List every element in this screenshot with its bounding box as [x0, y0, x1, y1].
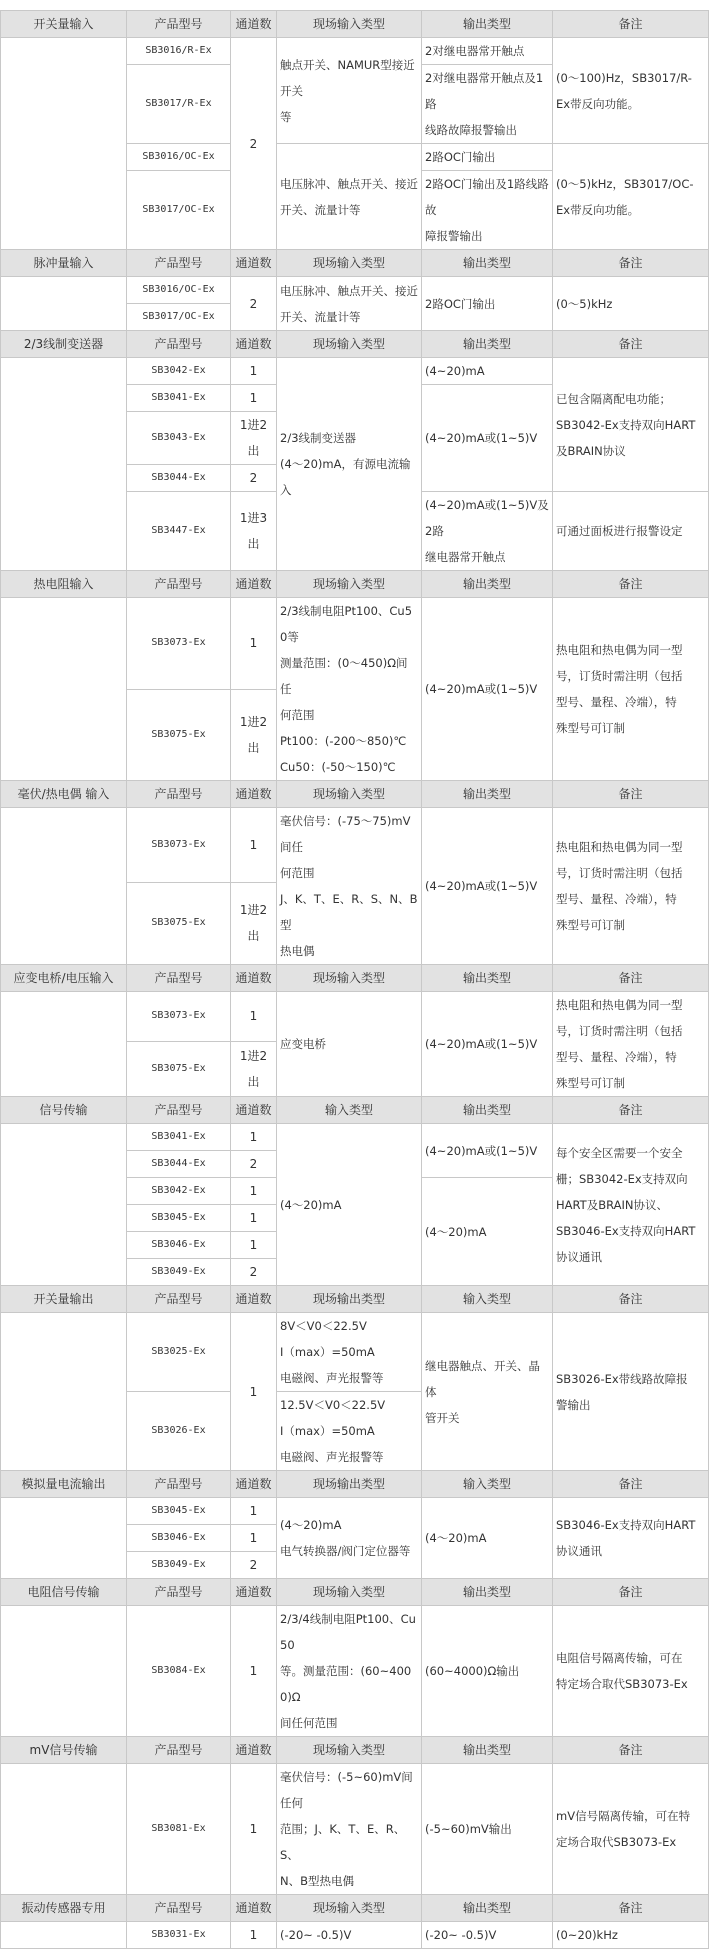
col-notes: 备注	[553, 1737, 709, 1764]
col-notes: 备注	[553, 331, 709, 358]
col-category: 毫伏/热电偶 输入	[1, 781, 127, 808]
col-channels: 通道数	[231, 11, 277, 38]
note-cell: SB3046-Ex支持双向HART 协议通讯	[553, 1498, 709, 1579]
model-cell: SB3044-Ex	[127, 1151, 231, 1178]
col-input-type: 现场输入类型	[277, 1579, 422, 1606]
note-cell: 已包含隔离配电功能； SB3042-Ex支持双向HART 及BRAIN协议	[553, 358, 709, 492]
col-model: 产品型号	[127, 1286, 231, 1313]
channel-cell: 1	[231, 1764, 277, 1895]
model-cell: SB3081-Ex	[127, 1764, 231, 1895]
col-notes: 备注	[553, 11, 709, 38]
note-cell: (0~20)kHz	[553, 1922, 709, 1949]
output-type-cell: (4~20)mA或(1~5)V	[422, 1124, 553, 1178]
col-model: 产品型号	[127, 965, 231, 992]
channel-cell: 2	[231, 277, 277, 331]
channel-cell: 2	[231, 1151, 277, 1178]
col-model: 产品型号	[127, 11, 231, 38]
col-notes: 备注	[553, 965, 709, 992]
input-type-cell: 触点开关、NAMUR型接近开关 等	[277, 38, 422, 144]
channel-cell: 1进2出	[231, 412, 277, 465]
model-cell: SB3016/OC-Ex	[127, 144, 231, 171]
col-category: 振动传感器专用	[1, 1895, 127, 1922]
channel-cell: 1	[231, 1178, 277, 1205]
channel-cell: 1进2出	[231, 882, 277, 964]
model-cell: SB3073-Ex	[127, 808, 231, 883]
input-type-cell: 2/3线制电阻Pt100、Cu50等 测量范围：(0～450)Ω间任 何范围 Pt100：(-200～850)℃ Cu50：(-50～150)℃	[277, 598, 422, 781]
col-model: 产品型号	[127, 571, 231, 598]
col-channels: 通道数	[231, 1097, 277, 1124]
model-cell: SB3025-Ex	[127, 1313, 231, 1392]
channel-cell: 1	[231, 808, 277, 883]
col-notes: 备注	[553, 1895, 709, 1922]
col-category: 模拟量电流输出	[1, 1471, 127, 1498]
section-header	[1, 965, 709, 992]
section-header	[1, 571, 709, 598]
col-category: mV信号传输	[1, 1737, 127, 1764]
table-row	[1, 277, 709, 304]
channel-cell: 1	[231, 1525, 277, 1552]
model-cell: SB3041-Ex	[127, 385, 231, 412]
section-header	[1, 11, 709, 38]
output-type-cell: (4~20)mA	[422, 358, 553, 385]
col-channels: 通道数	[231, 1579, 277, 1606]
col-input-type: 现场输入类型	[277, 11, 422, 38]
note-cell: 热电阻和热电偶为同一型 号，订货时需注明（包括 型号、量程、冷端），特 殊型号可订制	[553, 808, 709, 965]
output-type-cell: (4～20)mA	[422, 1178, 553, 1286]
col-channels: 通道数	[231, 965, 277, 992]
model-cell: SB3042-Ex	[127, 358, 231, 385]
output-type-cell: 2对继电器常开触点及1路 线路故障报警输出	[422, 65, 553, 144]
table-row	[1, 38, 709, 65]
channel-cell: 1进3出	[231, 492, 277, 571]
table-row	[1, 1764, 709, 1895]
channel-cell: 1	[231, 1313, 277, 1471]
channel-cell: 1	[231, 1606, 277, 1737]
section-header	[1, 1286, 709, 1313]
col-output-type: 输出类型	[422, 250, 553, 277]
col-output-type: 现场输出类型	[277, 1286, 422, 1313]
category-cell	[1, 1764, 127, 1895]
col-input-type: 输入类型	[422, 1286, 553, 1313]
col-category: 2/3线制变送器	[1, 331, 127, 358]
section-header	[1, 781, 709, 808]
output-type-cell: (4~20)mA或(1~5)V及2路 继电器常开触点	[422, 492, 553, 571]
col-model: 产品型号	[127, 331, 231, 358]
col-output-type: 输出类型	[422, 1737, 553, 1764]
input-type-cell: (-20~ -0.5)V	[277, 1922, 422, 1949]
col-category: 开关量输入	[1, 11, 127, 38]
output-type-cell: 2对继电器常开触点	[422, 38, 553, 65]
output-type-cell: 2路OC门输出及1路线路故 障报警输出	[422, 171, 553, 250]
category-cell	[1, 1313, 127, 1471]
col-output-type: 输出类型	[422, 331, 553, 358]
col-model: 产品型号	[127, 1097, 231, 1124]
model-cell: SB3017/OC-Ex	[127, 171, 231, 250]
col-model: 产品型号	[127, 781, 231, 808]
model-cell: SB3016/OC-Ex	[127, 277, 231, 304]
col-output-type: 输出类型	[422, 1895, 553, 1922]
section-header	[1, 1471, 709, 1498]
col-output-type: 输出类型	[422, 1579, 553, 1606]
col-channels: 通道数	[231, 1471, 277, 1498]
table-row	[1, 1498, 709, 1525]
col-model: 产品型号	[127, 250, 231, 277]
category-cell	[1, 277, 127, 331]
channel-cell: 2	[231, 38, 277, 250]
table-row	[1, 808, 709, 883]
input-type-cell: 毫伏信号：(-5~60)mV间任何 范围；J、K、T、E、R、S、 N、B型热电偶	[277, 1764, 422, 1895]
col-notes: 备注	[553, 1471, 709, 1498]
output-type-cell: (60~4000)Ω输出	[422, 1606, 553, 1737]
category-cell	[1, 598, 127, 781]
col-channels: 通道数	[231, 250, 277, 277]
input-type-cell: 电压脉冲、触点开关、接近 开关、流量计等	[277, 277, 422, 331]
note-cell: 热电阻和热电偶为同一型 号，订货时需注明（包括 型号、量程、冷端），特 殊型号可订制	[553, 598, 709, 781]
channel-cell: 1	[231, 992, 277, 1042]
model-cell: SB3016/R-Ex	[127, 38, 231, 65]
model-cell: SB3073-Ex	[127, 598, 231, 690]
section-header	[1, 1737, 709, 1764]
model-cell: SB3075-Ex	[127, 882, 231, 964]
channel-cell: 2	[231, 1259, 277, 1286]
col-channels: 通道数	[231, 1895, 277, 1922]
table-row	[1, 1124, 709, 1151]
col-notes: 备注	[553, 1579, 709, 1606]
input-type-cell: 毫伏信号：(-75～75)mV间任 何范围 J、K、T、E、R、S、N、B型 热电偶	[277, 808, 422, 965]
col-output-type: 现场输出类型	[277, 1471, 422, 1498]
section-header	[1, 250, 709, 277]
output-type-cell: 2路OC门输出	[422, 144, 553, 171]
category-cell	[1, 808, 127, 965]
col-output-type: 输出类型	[422, 781, 553, 808]
model-cell: SB3017/OC-Ex	[127, 304, 231, 331]
col-category: 信号传输	[1, 1097, 127, 1124]
model-cell: SB3046-Ex	[127, 1525, 231, 1552]
note-cell: 每个安全区需要一个安全 栅；SB3042-Ex支持双向 HART及BRAIN协议、 SB3046-Ex支持双向HART 协议通讯	[553, 1124, 709, 1286]
output-type-cell: 2路OC门输出	[422, 277, 553, 331]
input-type-cell: 继电器触点、开关、晶体 管开关	[422, 1313, 553, 1471]
note-cell: 热电阻和热电偶为同一型 号，订货时需注明（包括 型号、量程、冷端），特 殊型号可订制	[553, 992, 709, 1097]
channel-cell: 1	[231, 385, 277, 412]
col-input-type: 输入类型	[422, 1471, 553, 1498]
input-type-cell: 电压脉冲、触点开关、接近 开关、流量计等	[277, 144, 422, 250]
col-category: 应变电桥/电压输入	[1, 965, 127, 992]
note-cell: mV信号隔离传输，可在特 定场合取代SB3073-Ex	[553, 1764, 709, 1895]
category-cell	[1, 38, 127, 250]
col-input-type: 现场输入类型	[277, 250, 422, 277]
channel-cell: 1	[231, 1498, 277, 1525]
output-type-cell: (4~20)mA或(1~5)V	[422, 598, 553, 781]
col-channels: 通道数	[231, 571, 277, 598]
channel-cell: 1	[231, 598, 277, 690]
col-output-type: 输出类型	[422, 1097, 553, 1124]
input-type-cell: (4～20)mA	[422, 1498, 553, 1579]
model-cell: SB3447-Ex	[127, 492, 231, 571]
col-category: 脉冲量输入	[1, 250, 127, 277]
model-cell: SB3045-Ex	[127, 1498, 231, 1525]
field-output-cell: (4～20)mA 电气转换器/阀门定位器等	[277, 1498, 422, 1579]
note-cell: (0～5)kHz	[553, 277, 709, 331]
col-input-type: 输入类型	[277, 1097, 422, 1124]
model-cell: SB3043-Ex	[127, 412, 231, 465]
channel-cell: 2	[231, 1552, 277, 1579]
output-type-cell: (4~20)mA或(1~5)V	[422, 808, 553, 965]
section-header	[1, 1579, 709, 1606]
note-cell: (0～100)Hz，SB3017/R- Ex带反向功能。	[553, 38, 709, 144]
output-type-cell: (-5~60)mV输出	[422, 1764, 553, 1895]
col-notes: 备注	[553, 250, 709, 277]
model-cell: SB3084-Ex	[127, 1606, 231, 1737]
col-model: 产品型号	[127, 1579, 231, 1606]
model-cell: SB3031-Ex	[127, 1922, 231, 1949]
field-output-cell: 12.5V＜V0＜22.5V I（max）=50mA 电磁阀、声光报警等	[277, 1392, 422, 1471]
col-input-type: 现场输入类型	[277, 1895, 422, 1922]
output-type-cell: (-20~ -0.5)V	[422, 1922, 553, 1949]
col-notes: 备注	[553, 781, 709, 808]
col-input-type: 现场输入类型	[277, 331, 422, 358]
col-model: 产品型号	[127, 1737, 231, 1764]
category-cell	[1, 358, 127, 571]
model-cell: SB3045-Ex	[127, 1205, 231, 1232]
col-notes: 备注	[553, 571, 709, 598]
channel-cell: 1	[231, 1205, 277, 1232]
table-row	[1, 358, 709, 385]
col-input-type: 现场输入类型	[277, 571, 422, 598]
category-cell	[1, 1606, 127, 1737]
model-cell: SB3042-Ex	[127, 1178, 231, 1205]
table-row	[1, 598, 709, 690]
col-category: 电阻信号传输	[1, 1579, 127, 1606]
table-row	[1, 1922, 709, 1949]
col-channels: 通道数	[231, 1737, 277, 1764]
col-input-type: 现场输入类型	[277, 965, 422, 992]
model-cell: SB3041-Ex	[127, 1124, 231, 1151]
model-cell: SB3049-Ex	[127, 1552, 231, 1579]
col-channels: 通道数	[231, 331, 277, 358]
col-output-type: 输出类型	[422, 571, 553, 598]
table-row	[1, 992, 709, 1042]
model-cell: SB3046-Ex	[127, 1232, 231, 1259]
channel-cell: 1进2出	[231, 689, 277, 781]
model-cell: SB3049-Ex	[127, 1259, 231, 1286]
col-output-type: 输出类型	[422, 11, 553, 38]
channel-cell: 1	[231, 358, 277, 385]
col-notes: 备注	[553, 1286, 709, 1313]
note-cell: (0～5)kHz，SB3017/OC- Ex带反向功能。	[553, 144, 709, 250]
col-input-type: 现场输入类型	[277, 1737, 422, 1764]
col-model: 产品型号	[127, 1471, 231, 1498]
category-cell	[1, 1124, 127, 1286]
col-input-type: 现场输入类型	[277, 781, 422, 808]
category-cell	[1, 1498, 127, 1579]
col-category: 开关量输出	[1, 1286, 127, 1313]
input-type-cell: (4～20)mA	[277, 1124, 422, 1286]
model-cell: SB3044-Ex	[127, 465, 231, 492]
section-header	[1, 1895, 709, 1922]
category-cell	[1, 1922, 127, 1949]
col-output-type: 输出类型	[422, 965, 553, 992]
model-cell: SB3073-Ex	[127, 992, 231, 1042]
col-category: 热电阻输入	[1, 571, 127, 598]
category-cell	[1, 992, 127, 1097]
field-output-cell: 8V＜V0＜22.5V I（max）=50mA 电磁阀、声光报警等	[277, 1313, 422, 1392]
channel-cell: 1进2出	[231, 1041, 277, 1096]
table-row	[1, 1313, 709, 1392]
channel-cell: 2	[231, 465, 277, 492]
model-cell: SB3075-Ex	[127, 689, 231, 781]
channel-cell: 1	[231, 1124, 277, 1151]
note-cell: 可通过面板进行报警设定	[553, 492, 709, 571]
col-channels: 通道数	[231, 781, 277, 808]
channel-cell: 1	[231, 1232, 277, 1259]
input-type-cell: 2/3线制变送器 (4～20)mA，有源电流输入	[277, 358, 422, 571]
model-cell: SB3026-Ex	[127, 1392, 231, 1471]
model-cell: SB3075-Ex	[127, 1041, 231, 1096]
product-table	[0, 10, 709, 1949]
col-channels: 通道数	[231, 1286, 277, 1313]
output-type-cell: (4~20)mA或(1~5)V	[422, 385, 553, 492]
section-header	[1, 331, 709, 358]
note-cell: SB3026-Ex带线路故障报 警输出	[553, 1313, 709, 1471]
col-notes: 备注	[553, 1097, 709, 1124]
col-model: 产品型号	[127, 1895, 231, 1922]
output-type-cell: (4~20)mA或(1~5)V	[422, 992, 553, 1097]
input-type-cell: 2/3/4线制电阻Pt100、Cu50 等。测量范围：(60~4000)Ω 间任何范围	[277, 1606, 422, 1737]
channel-cell: 1	[231, 1922, 277, 1949]
input-type-cell: 应变电桥	[277, 992, 422, 1097]
note-cell: 电阻信号隔离传输，可在 特定场合取代SB3073-Ex	[553, 1606, 709, 1737]
section-header	[1, 1097, 709, 1124]
model-cell: SB3017/R-Ex	[127, 65, 231, 144]
table-row	[1, 1606, 709, 1737]
